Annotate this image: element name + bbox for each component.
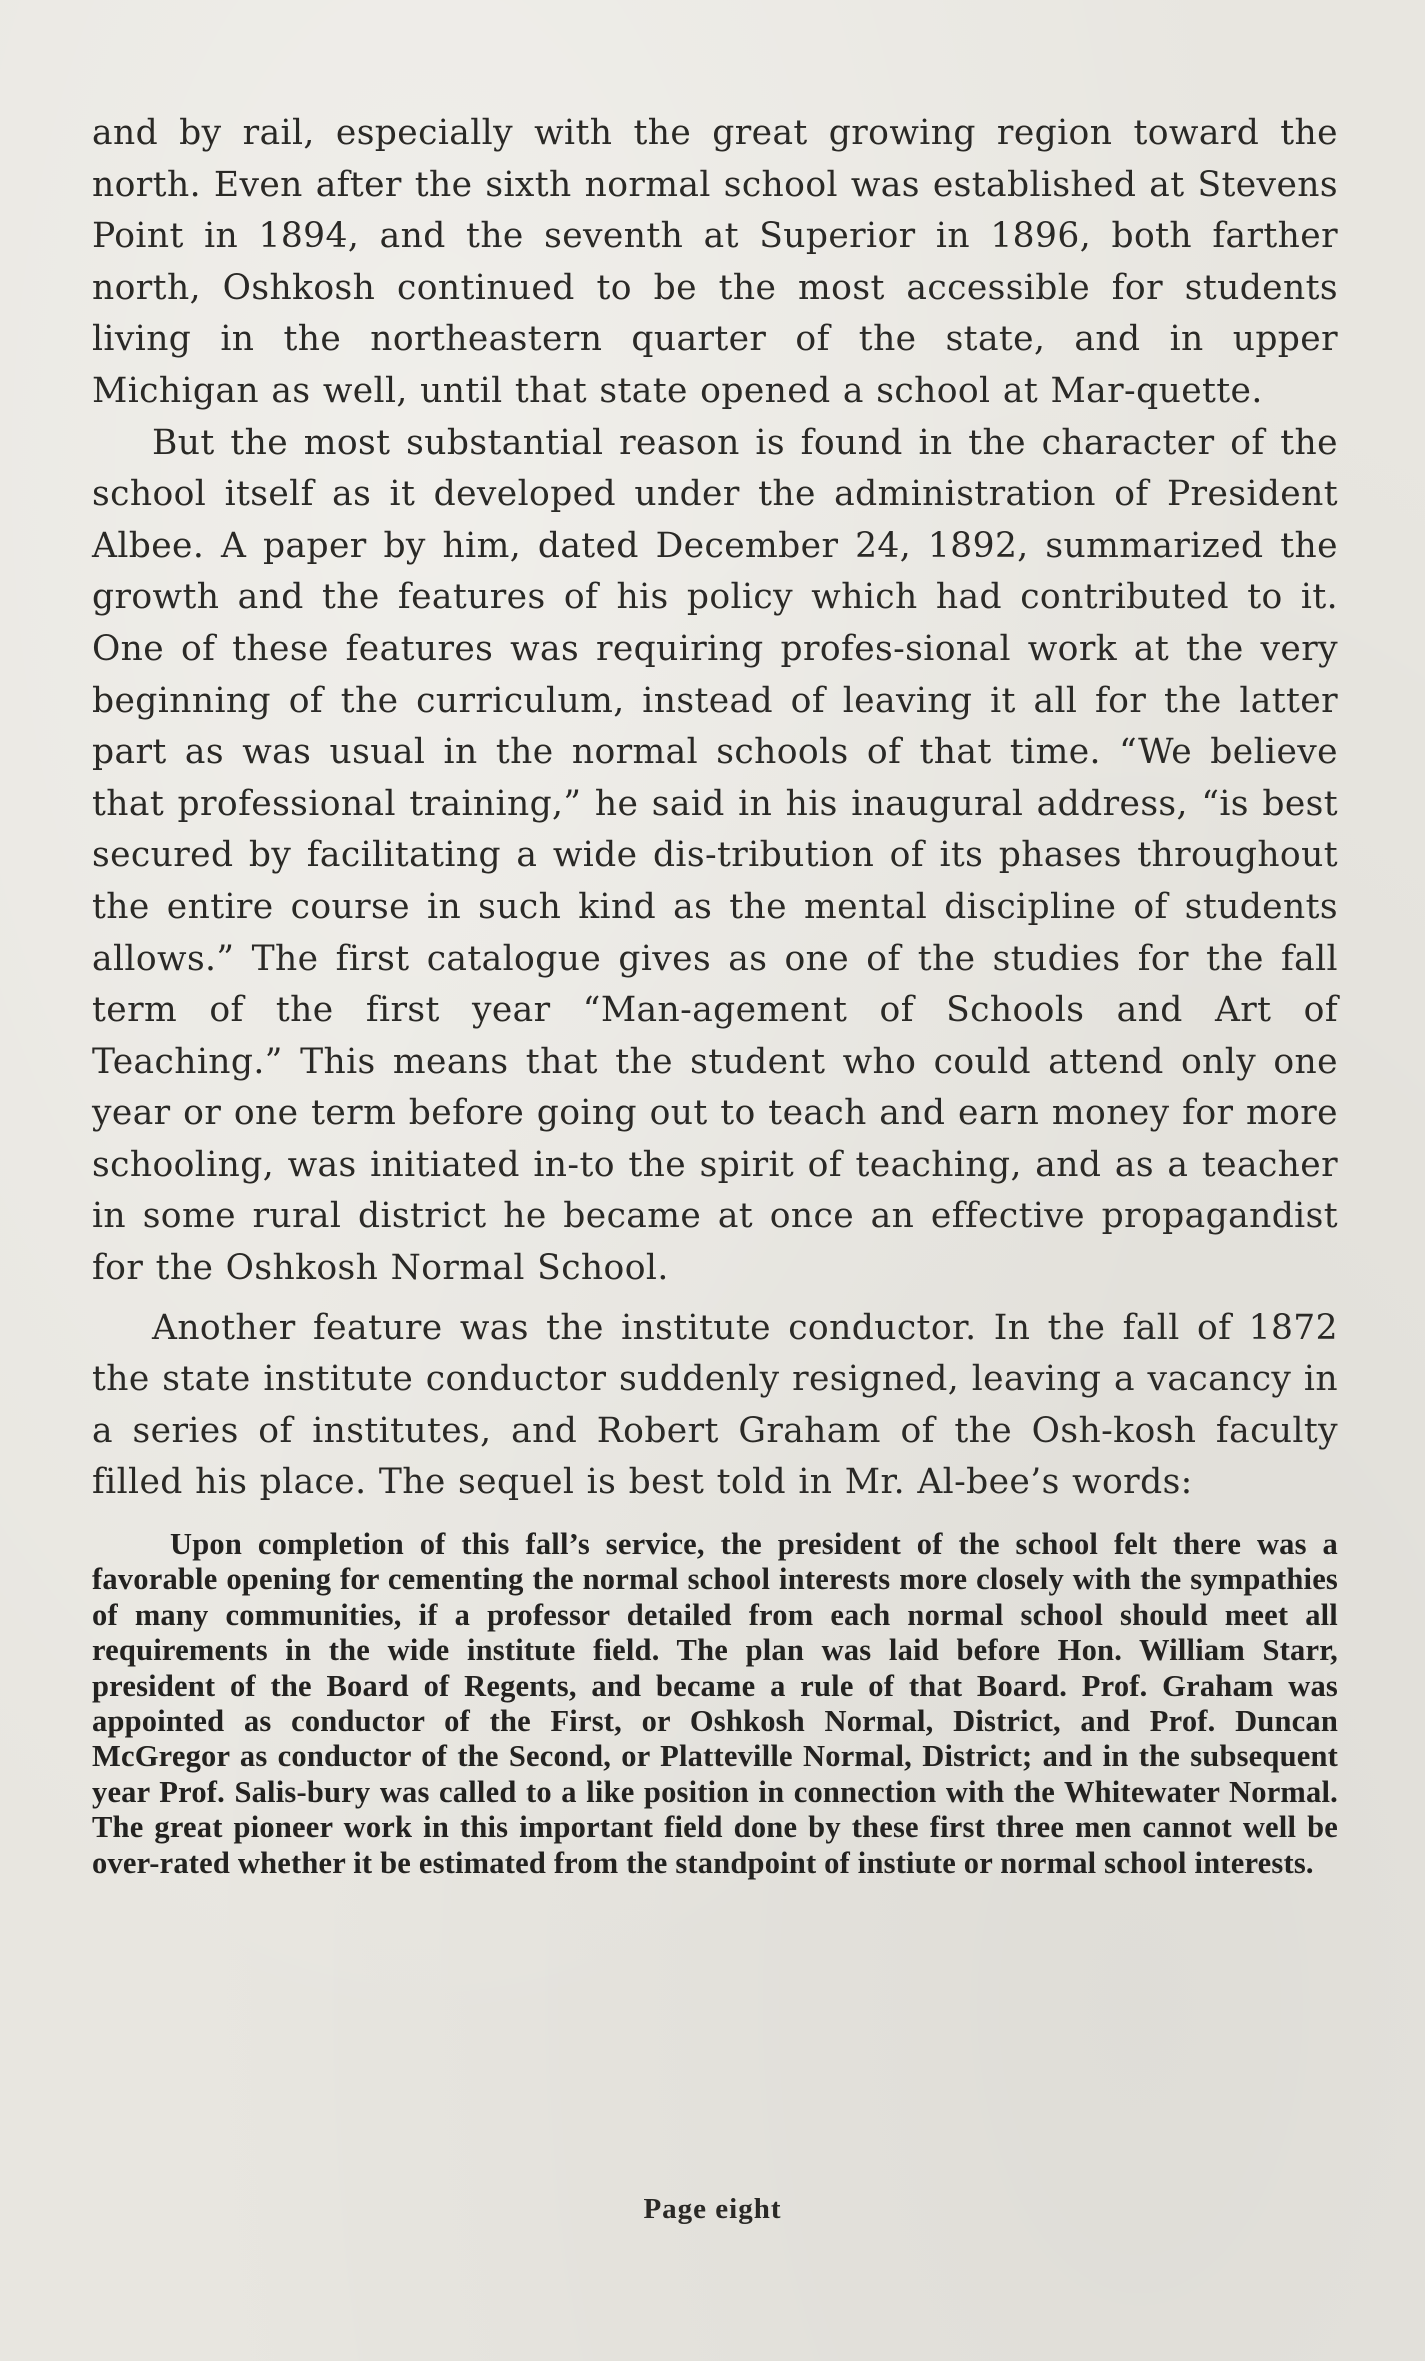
page-number-footer: Page eight xyxy=(643,2193,782,2225)
block-quote-albee: Upon completion of this fall’s service, the president of the school felt there was a favorable opening for cementing the normal school interests more closely with the sympathies of many communities, if a professor detailed from each normal school should meet all requirements in the wide institute field. The plan was laid before Hon. William Starr, president of the Board of Regents, and became a rule of that Board. Prof. Graham was appointed as conductor of the First, or Oshkosh Normal, District, and Prof. Duncan McGregor as conductor of the Second, or Platteville Normal, District; and in the subsequent year Prof. Salis-bury was called to a like position in connection with the Whitewater Normal. The great pioneer work in this important field done by these first three men cannot well be over-rated whether it be estimated from the standpoint of instiute or normal school interests. xyxy=(92,1527,1338,1880)
paragraph-institute-conductor: Another feature was the institute conductor. In the fall of 1872 the state institute conductor suddenly resigned, leaving a vacancy in a series of institutes, and Robert Graham of the Osh-kosh faculty filled his place. The sequel is best told in Mr. Al-bee’s words: xyxy=(92,1307,1338,1503)
paragraph-substantial-reason: But the most substantial reason is found in the character of the school itself as it developed under the administration of President Albee. A paper by him, dated December 24, 1892, summarized the growth and the features of his policy which had contributed to it. One of these features was requiring profes-sional work at the very beginning of the curriculum, instead of leaving it all for the latter part as was usual in the normal schools of that time. “We believe that professional training,” he said in his inaugural address, “is best secured by facilitating a wide dis-tribution of its phases throughout the entire course in such kind as the mental discipline of students allows.” The first catalogue gives as one of the studies for the fall term of the first year “Man-agement of Schools and Art of Teaching.” This means that the student who could attend only one year or one term before going out to teach and earn money for more schooling, was initiated in-to the spirit of teaching, and as a teacher in some rural district he became at once an effective propagandist for the Oshkosh Normal School. xyxy=(92,422,1338,1289)
page-body xyxy=(92,108,1338,1881)
paragraph-continuation: and by rail, especially with the great growing region toward the north. Even after the sixth normal school was established at Stevens Point in 1894, and the seventh at Superior in 1896, both farther north, Oshkosh continued to be the most accessible for students living in the northeastern quarter of the state, and in upper Michigan as well, until that state opened a school at Mar-quette. xyxy=(92,113,1338,411)
